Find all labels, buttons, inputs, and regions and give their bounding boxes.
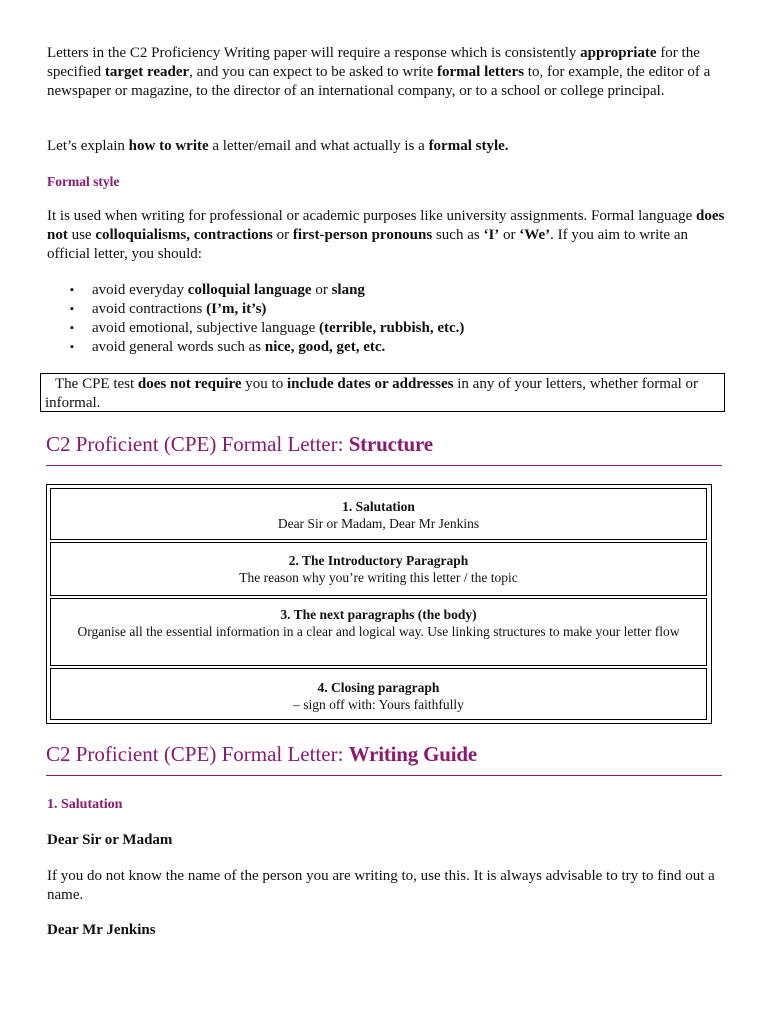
intro-text-4: to, for example, the editor of a newspaper or magazine, to the director of an international company, or to a school or college principal. — [47, 64, 711, 99]
explain-bold-formal-style: formal style. — [428, 138, 509, 154]
list-item — [70, 319, 464, 338]
list-item-text: avoid general words such as — [92, 339, 265, 355]
note-text-1: The CPE test — [55, 376, 138, 392]
table-row — [50, 598, 707, 666]
list-item-text: avoid everyday — [92, 282, 188, 298]
explain-bold-how-to-write: how to write — [128, 138, 209, 154]
list-item-text: avoid emotional, subjective language — [92, 320, 320, 336]
usage-bold-we: ‘We’ — [519, 227, 551, 243]
advice-list — [70, 281, 464, 357]
dear-mr-label: Dear Mr Jenkins — [47, 922, 156, 938]
list-item-bold: (I’m, it’s) — [206, 301, 267, 317]
list-item-bold: colloquial language — [187, 282, 312, 298]
intro-bold-appropriate: appropriate — [580, 45, 657, 61]
structure-table — [46, 484, 712, 724]
table-row — [50, 668, 707, 720]
intro-text-1: Letters in the C2 Proficiency Writing paper will require a response which is consistently — [47, 45, 581, 61]
table-row-text: – sign off with: Yours faithfully — [293, 697, 464, 712]
usage-bold-i: ‘I’ — [483, 227, 500, 243]
table-row-title: 3. The next paragraphs (the body) — [280, 607, 477, 622]
heading-divider — [46, 465, 722, 466]
list-item-bold: (terrible, rubbish, etc.) — [319, 320, 465, 336]
dear-sir-label: Dear Sir or Madam — [47, 832, 173, 848]
intro-text-3: , and you can expect to be asked to write — [189, 64, 437, 80]
note-text-2: you to — [241, 376, 287, 392]
guide-heading-text: C2 Proficient (CPE) Formal Letter: — [46, 742, 349, 766]
table-row-title: 1. Salutation — [342, 499, 415, 514]
usage-text-5: or — [499, 227, 520, 243]
usage-bold-first-person: first-person pronouns — [292, 227, 433, 243]
dear-sir-explanation: If you do not know the name of the person you are writing to, use this. It is always advisable to try to find out a name. — [47, 868, 715, 903]
usage-text-4: such as — [432, 227, 484, 243]
table-row-text: Organise all the essential information in a clear and logical way. Use linking structures to make your letter flow — [77, 624, 680, 639]
structure-heading — [46, 431, 433, 457]
table-row — [50, 488, 707, 540]
usage-paragraph — [47, 207, 727, 264]
usage-bold-does-not: does not — [47, 208, 725, 243]
list-item-text: avoid contractions — [92, 301, 207, 317]
heading-divider — [46, 775, 722, 776]
list-item — [70, 300, 464, 319]
salutation-heading: 1. Salutation — [47, 797, 123, 812]
structure-heading-strong: Structure — [348, 432, 433, 456]
guide-heading-strong: Writing Guide — [348, 742, 477, 766]
table-row-text: Dear Sir or Madam, Dear Mr Jenkins — [277, 516, 480, 531]
dear-sir-heading — [47, 831, 727, 850]
intro-bold-formal-letters: formal letters — [437, 64, 525, 80]
list-item — [70, 281, 464, 300]
list-item-bold: nice, good, get, etc. — [264, 339, 386, 355]
usage-text-2: use — [67, 227, 96, 243]
structure-heading-text: C2 Proficient (CPE) Formal Letter: — [46, 432, 349, 456]
note-bold-dates-addresses: include dates or addresses — [286, 376, 454, 392]
note-text-3: in any of your letters, whether formal or informal. — [45, 376, 699, 411]
intro-paragraph — [47, 44, 727, 101]
intro-bold-target-reader: target reader — [104, 64, 190, 80]
writing-guide-heading — [46, 741, 477, 767]
list-item-text: or — [311, 282, 332, 298]
explain-paragraph — [47, 137, 727, 156]
intro-text-2: for the specified — [47, 45, 700, 80]
usage-text-1: It is used when writing for professional or academic purposes like university assignments. Formal language — [47, 208, 697, 224]
table-row-title: 2. The Introductory Paragraph — [288, 553, 469, 568]
formal-style-heading: Formal style — [47, 174, 120, 189]
dear-mr-heading — [47, 921, 727, 940]
note-bold-does-not-require: does not require — [137, 376, 242, 392]
table-row-title: 4. Closing paragraph — [317, 680, 440, 695]
table-row — [50, 542, 707, 596]
usage-text-6: . If you aim to write an official letter, you should: — [47, 227, 688, 262]
list-item-bold: slang — [331, 282, 365, 298]
cpe-note-box — [40, 373, 725, 412]
list-item — [70, 338, 464, 357]
usage-text-3: or — [272, 227, 293, 243]
explain-text-1: Let’s explain — [47, 138, 129, 154]
explain-text-2: a letter/email and what actually is a — [208, 138, 429, 154]
usage-bold-colloquialisms: colloquialisms, contractions — [95, 227, 273, 243]
table-row-text: The reason why you’re writing this letter / the topic — [239, 570, 518, 585]
